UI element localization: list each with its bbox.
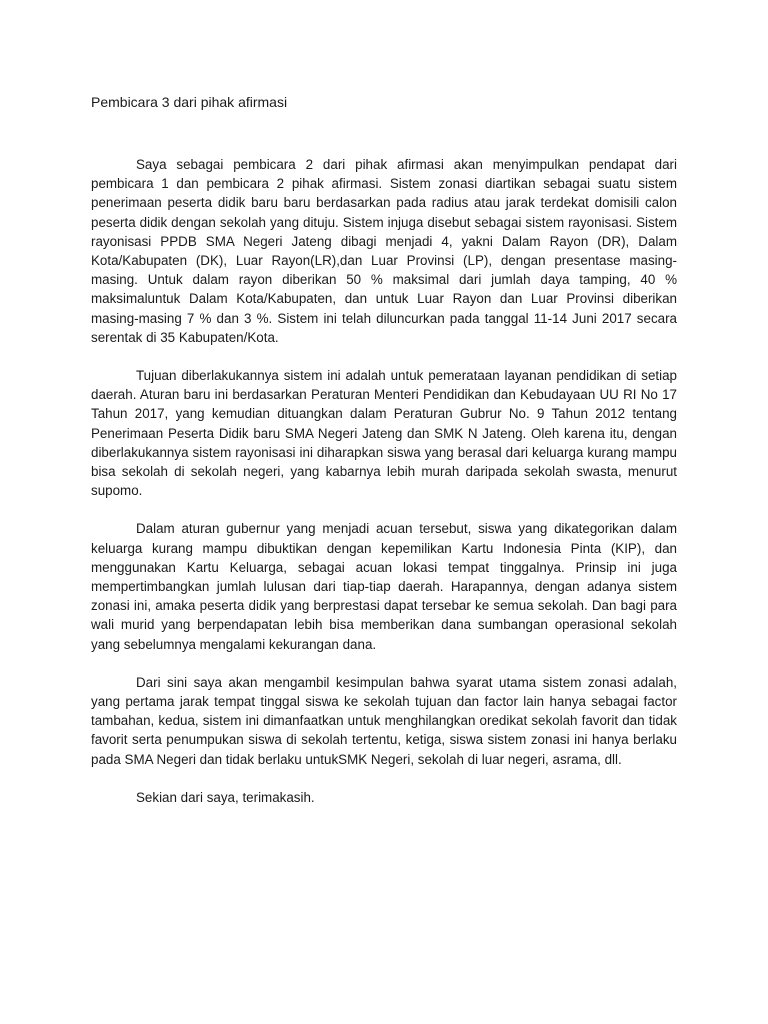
paragraph-2: Tujuan diberlakukannya sistem ini adalah untuk pemerataan layanan pendidikan di setiap daerah. Aturan baru ini berdasarkan Peraturan Menteri Pendidikan dan Kebudayaan UU RI No 17 Tahun 2017, yang kemudian dituangkan dalam Peraturan Gubrur No. 9 Tahun 2012 tentang Penerimaan Peserta Didik baru SMA Negeri Jateng dan SMK N Jateng. Oleh karena itu, dengan diberlakukannya sistem rayonisasi ini diharapkan siswa yang berasal dari keluarga kurang mampu bisa sekolah di sekolah negeri, yang kabarnya lebih murah daripada sekolah swasta, menurut supomo. xyxy=(91,368,677,499)
paragraph-4: Dari sini saya akan mengambil kesimpulan bahwa syarat utama sistem zonasi adalah, yang pertama jarak tempat tinggal siswa ke sekolah tujuan dan factor lain hanya sebagai factor tambahan, kedua, sistem ini dimanfaatkan untuk menghilangkan oredikat sekolah favorit dan tidak favorit serta penumpukan siswa di sekolah tertentu, ketiga, siswa sistem zonasi ini hanya berlaku pada SMA Negeri dan tidak berlaku untukSMK Negeri, sekolah di luar negeri, asrama, dll. xyxy=(91,674,677,767)
paragraph-1: Saya sebagai pembicara 2 dari pihak afirmasi akan menyimpulkan pendapat dari pembicara 1 dan pembicara 2 pihak afirmasi. Sistem zonasi diartikan sebagai suatu sistem penerimaan peserta didik baru baru berdasarkan pada radius atau jarak terdekat domisili calon peserta didik dengan sekolah yang dituju. Sistem injuga disebut sebagai sistem rayonisasi. Sistem rayonisasi PPDB SMA Negeri Jateng dibagi menjadi 4, yakni Dalam Rayon (DR), Dalam Kota/Kabupaten (DK), Luar Rayon(LR),dan Luar Provinsi (LP), dengan presentase masing-masing. Untuk dalam rayon diberikan 50 % maksimal dari jumlah daya tamping, 40 % maksimaluntuk Dalam Kota/Kabupaten, dan untuk Luar Rayon dan Luar Provinsi diberikan masing-masing 7 % dan 3 %. Sistem ini telah diluncurkan pada tanggal 11-14 Juni 2017 secara serentak di 35 Kabupaten/Kota. xyxy=(91,157,677,345)
document-body xyxy=(91,93,677,826)
document-title: Pembicara 3 dari pihak afirmasi xyxy=(91,94,288,110)
paragraph-3: Dalam aturan gubernur yang menjadi acuan tersebut, siswa yang dikategorikan dalam keluarga kurang mampu dibuktikan dengan kepemilikan Kartu Indonesia Pinta (KIP), dan menggunakan Kartu Keluarga, sebagai acuan lokasi tempat tinggalnya. Prinsip ini juga mempertimbangkan jumlah lulusan dari tiap-tiap daerah. Harapannya, dengan adanya sistem zonasi ini, amaka peserta didik yang berprestasi dapat tersebar ke semua sekolah. Dan bagi para wali murid yang berpendapatan lebih bisa memberikan dana sumbangan operasional sekolah yang sebelumnya mengalami kekurangan dana. xyxy=(91,521,677,652)
paragraph-5-closing: Sekian dari saya, terimakasih. xyxy=(136,789,315,805)
